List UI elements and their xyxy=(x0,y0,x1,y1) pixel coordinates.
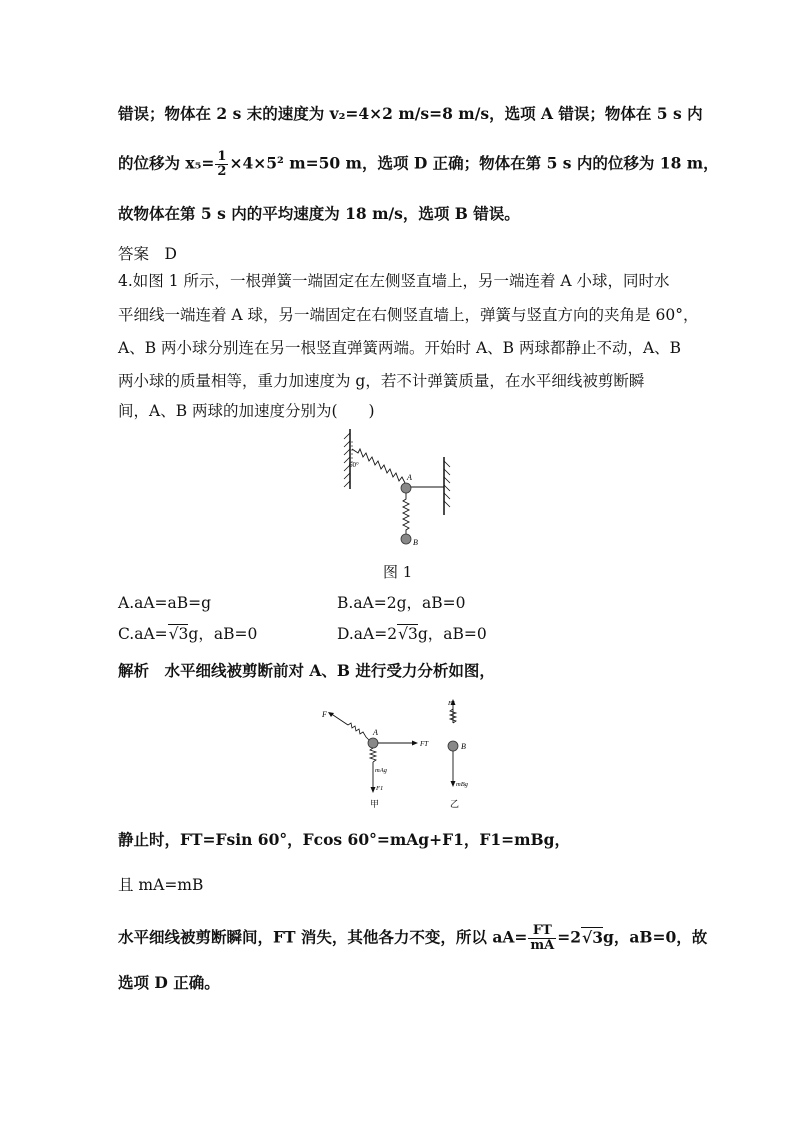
question-4-line-1: 4.如图 1 所示，一根弹簧一端固定在左侧竖直墙上，另一端连着 A 小球，同时水 xyxy=(118,272,670,290)
diagonal-spring xyxy=(352,449,406,485)
fraction-numerator: 1 xyxy=(217,149,227,164)
eq3-prefix: 水平细线被剪断瞬间，FT 消失，其他各力不变，所以 aA= xyxy=(118,927,528,947)
solution-line-2 xyxy=(118,150,719,179)
force-ft-label: FT xyxy=(420,740,429,748)
question-4-line-5: 间，A、B 两球的加速度分别为( ) xyxy=(118,402,375,420)
fraction-denominator: 2 xyxy=(217,164,227,179)
eq3-mid: =2 xyxy=(557,927,582,947)
line2-suffix: ×4×5² m=50 m，选项 D 正确；物体在第 5 s 内的位移为 18 m， xyxy=(229,153,719,173)
spring-segment-down xyxy=(370,748,376,762)
fraction-half xyxy=(215,150,228,179)
vertical-spring xyxy=(403,493,409,535)
force-down-arrowhead xyxy=(371,787,376,793)
option-b: B.aA=2g，aB=0 xyxy=(337,594,466,612)
option-a: A.aA=aB=g xyxy=(118,594,212,612)
fig2-ball-a-label: A xyxy=(373,728,378,737)
fig2-ball-b-label: B xyxy=(461,742,466,751)
figure-1-spring-diagram xyxy=(340,425,460,550)
ball-b xyxy=(401,534,411,544)
ball-a-label: A xyxy=(407,473,412,482)
spring-segment-a xyxy=(348,723,370,741)
option-d-prefix: D.aA=2 xyxy=(337,625,398,643)
ball-b-label: B xyxy=(413,538,418,547)
eq3-denominator: mA xyxy=(530,938,555,953)
force-mbg-label: mBg xyxy=(456,781,468,788)
figure-1-caption: 图 1 xyxy=(383,563,413,581)
eq3-suffix: g，aB=0，故 xyxy=(603,927,708,947)
force-f-label: F xyxy=(322,710,327,719)
left-wall-hatch xyxy=(344,433,350,487)
option-c-prefix: C.aA= xyxy=(118,625,168,643)
fig2-ball-b xyxy=(448,741,458,751)
figure-2-caption-left: 甲 xyxy=(370,799,380,809)
figure-2-force-diagram xyxy=(310,695,510,810)
eq3-numerator: FT xyxy=(528,924,556,939)
option-c-suffix: g，aB=0 xyxy=(188,625,258,643)
question-4-line-4: 两小球的质量相等，重力加速度为 g，若不计弹簧质量，在水平细线被剪断瞬 xyxy=(118,372,645,390)
question-4-line-2: 平细线一端连着 A 球，另一端固定在右侧竖直墙上，弹簧与竖直方向的夹角是 60°， xyxy=(118,306,699,324)
force-mbg-arrowhead xyxy=(451,781,456,787)
solution-line-3: 故物体在第 5 s 内的平均速度为 18 m/s，选项 B 错误。 xyxy=(118,204,520,223)
ball-a xyxy=(401,483,411,493)
figure-2-caption-right: 乙 xyxy=(450,799,460,809)
option-c xyxy=(118,624,257,644)
force-f-arrow xyxy=(330,713,348,725)
eq3-sqrt: √3 xyxy=(582,927,603,947)
solution-line-1: 错误；物体在 2 s 末的速度为 v₂=4×2 m/s=8 m/s，选项 A 错误；物体在 5 s 内 xyxy=(118,104,703,123)
option-d xyxy=(337,624,487,644)
angle-label: 60° xyxy=(349,461,359,469)
answer-line: 答案 D xyxy=(118,245,177,263)
fig2-ball-a xyxy=(368,738,378,748)
analysis-equation-3 xyxy=(118,924,707,953)
force-mag-label: mAg xyxy=(375,767,387,774)
option-d-suffix: g，aB=0 xyxy=(417,625,487,643)
option-d-sqrt: √3 xyxy=(398,625,418,643)
question-4-line-3: A、B 两小球分别连在另一根竖直弹簧两端。开始时 A、B 两球都静止不动，A、B xyxy=(118,339,682,357)
analysis-title: 解析 水平细线被剪断前对 A、B 进行受力分析如图， xyxy=(118,661,495,680)
force-ft-arrowhead xyxy=(412,741,418,746)
force-f-arrowhead xyxy=(328,712,334,717)
analysis-equation-4: 选项 D 正确。 xyxy=(118,973,220,992)
force-f1b-label: F1 xyxy=(448,700,456,707)
option-c-sqrt: √3 xyxy=(168,625,189,643)
right-wall-hatch xyxy=(444,461,450,507)
force-f1-label: F1 xyxy=(376,785,384,792)
analysis-equation-1: 静止时，FT=Fsin 60°，Fcos 60°=mAg+F1，F1=mBg， xyxy=(118,830,570,849)
analysis-equation-2: 且 mA=mB xyxy=(118,876,204,894)
eq3-fraction xyxy=(528,924,556,953)
line2-prefix: 的位移为 x₅= xyxy=(118,153,215,173)
